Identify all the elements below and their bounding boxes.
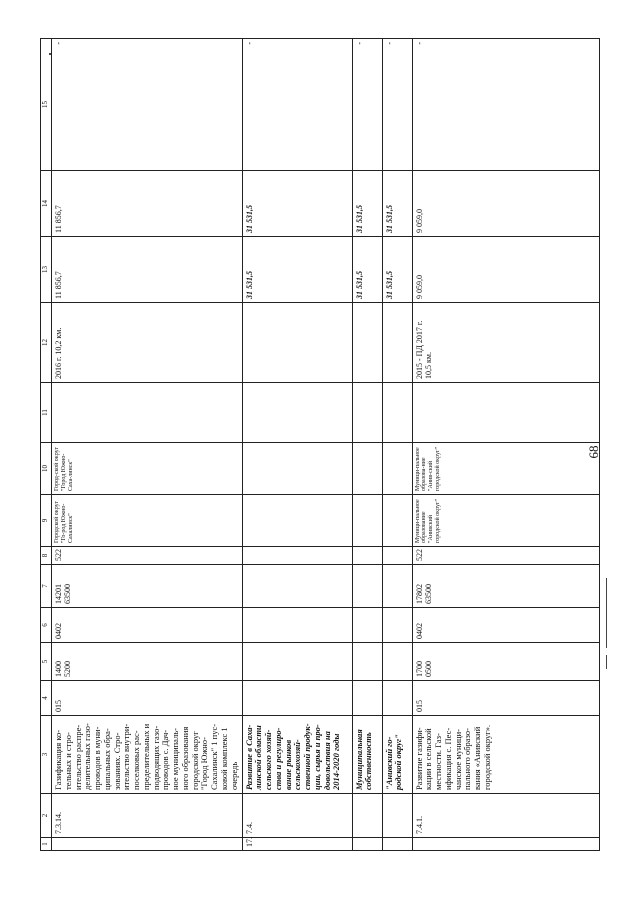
cell-amount: 11 856,7: [52, 237, 243, 303]
cell-subsection: 0402: [52, 608, 243, 643]
cell-description: Развитие газифи-кации в сельской местности. Газ-ификация с. Пес-чанское муници-пального образо-вания «Анивский городской округ».: [412, 716, 599, 794]
cell-amount: 11 856,7: [52, 171, 243, 237]
table-row: [352, 39, 382, 851]
cell-col15: -: [412, 39, 599, 171]
cell-target: 14201 63500: [52, 565, 243, 608]
col-header: 12: [41, 303, 52, 383]
cell-target: [352, 565, 382, 608]
cell-col15: -: [52, 39, 243, 171]
cell-col11: [412, 383, 599, 443]
cell-target: [242, 565, 352, 608]
cell-expense-type: 522: [412, 547, 599, 565]
cell-subsection: [352, 608, 382, 643]
cell-target: [382, 565, 412, 608]
cell-expense-type: [352, 547, 382, 565]
cell-col11: [382, 383, 412, 443]
col-header: 1: [41, 838, 52, 851]
cell-period: 2016 г. 10,2 км.: [52, 303, 243, 383]
col-header: 9: [41, 495, 52, 547]
table-row: [242, 39, 352, 851]
cell-amount: 9 059,0: [412, 237, 599, 303]
cell-expense-type: [382, 547, 412, 565]
cell-recipient: Городской округ "Го-род Южно-Сахалинск": [52, 495, 243, 547]
cell-grbs: [352, 681, 382, 716]
scan-mark: [606, 655, 607, 669]
cell-owner: [382, 443, 412, 495]
cell-expense-type: 522: [52, 547, 243, 565]
cell-description: Газификация ко-тельных и стро-ительство распре-делительных газо-проводов в муни-ципальных обра-зованиях. Стро-ительство внутри-поселковых рас-пределительных и подводящих газо-проводов с. Дач-ное муниципаль-ного образования городской округ "Город Южно-Сахалинск" 1 пус-ковой комплекс 1 очередь: [52, 716, 243, 794]
cell-amount: 9 059,0: [412, 171, 599, 237]
cell-description: Развитие в Саха-линской области сельского хозяй-ства и регулиро-вание рынков сельскохозяй-ственной продук-ции, сырья и про-довольствия на 2014-2020 годы: [242, 716, 352, 794]
cell-recipient: [352, 495, 382, 547]
cell-amount: 31 531,5: [242, 171, 352, 237]
col-header: 3: [41, 716, 52, 794]
header-row: [41, 39, 52, 851]
cell-period: [352, 303, 382, 383]
cell-amount: 31 531,5: [382, 171, 412, 237]
cell-grbs: 015: [52, 681, 243, 716]
cell-grbs: [382, 681, 412, 716]
cell-grbs: 015: [412, 681, 599, 716]
cell-col11: [52, 383, 243, 443]
cell-code: 7.4.: [242, 794, 352, 838]
cell-code: 7.3.14.: [52, 794, 243, 838]
cell-section: [382, 643, 412, 681]
cell-col15: -: [382, 39, 412, 171]
cell-num: [352, 838, 382, 851]
cell-period: 2015 - ПД 2017 г. 10,5 км.: [412, 303, 599, 383]
cell-section: 1400 5200: [52, 643, 243, 681]
cell-amount: 31 531,5: [382, 237, 412, 303]
budget-table: [40, 38, 600, 851]
cell-recipient: Муници-пальное образование "Анивский городской округ": [412, 495, 599, 547]
col-header: 4: [41, 681, 52, 716]
page-number: 68: [586, 445, 601, 459]
cell-amount: 31 531,5: [352, 171, 382, 237]
cell-code: [382, 794, 412, 838]
cell-description: "Анивский го-родской округ": [382, 716, 412, 794]
cell-amount: 31 531,5: [242, 237, 352, 303]
col-header: 10: [41, 443, 52, 495]
cell-code: 7.4.1.: [412, 794, 599, 838]
cell-num: [52, 838, 243, 851]
cell-owner: [242, 443, 352, 495]
cell-num: [382, 838, 412, 851]
cell-col11: [242, 383, 352, 443]
cell-expense-type: [242, 547, 352, 565]
cell-period: [242, 303, 352, 383]
cell-description: Муниципальная собственность: [352, 716, 382, 794]
cell-section: [352, 643, 382, 681]
cell-col11: [352, 383, 382, 443]
cell-amount: 31 531,5: [352, 237, 382, 303]
table-row: [412, 39, 599, 851]
cell-period: [382, 303, 412, 383]
cell-owner: Муници-пальное образова-ние "Анив-ский городской округ": [412, 443, 599, 495]
cell-section: [242, 643, 352, 681]
cell-num: [412, 838, 599, 851]
col-header: 6: [41, 608, 52, 643]
col-header: 2: [41, 794, 52, 838]
cell-owner: [352, 443, 382, 495]
cell-subsection: 0402: [412, 608, 599, 643]
cell-col15: -: [242, 39, 352, 171]
cell-owner: Город-ской округ "Город Южно-Саха-линск": [52, 443, 243, 495]
col-header: 15: [41, 39, 52, 171]
cell-recipient: [382, 495, 412, 547]
scan-dot: [49, 53, 51, 55]
scan-mark: [606, 578, 607, 648]
col-header: 14: [41, 171, 52, 237]
col-header: 11: [41, 383, 52, 443]
cell-code: [352, 794, 382, 838]
col-header: 13: [41, 237, 52, 303]
table-row: [52, 39, 243, 851]
rotated-budget-table: [40, 39, 600, 851]
table-row: [382, 39, 412, 851]
cell-col15: -: [352, 39, 382, 171]
cell-subsection: [242, 608, 352, 643]
cell-recipient: [242, 495, 352, 547]
cell-num: 17.: [242, 838, 352, 851]
cell-target: 17802 63500: [412, 565, 599, 608]
cell-section: 1700 0500: [412, 643, 599, 681]
col-header: 7: [41, 565, 52, 608]
col-header: 8: [41, 547, 52, 565]
cell-grbs: [242, 681, 352, 716]
cell-subsection: [382, 608, 412, 643]
col-header: 5: [41, 643, 52, 681]
